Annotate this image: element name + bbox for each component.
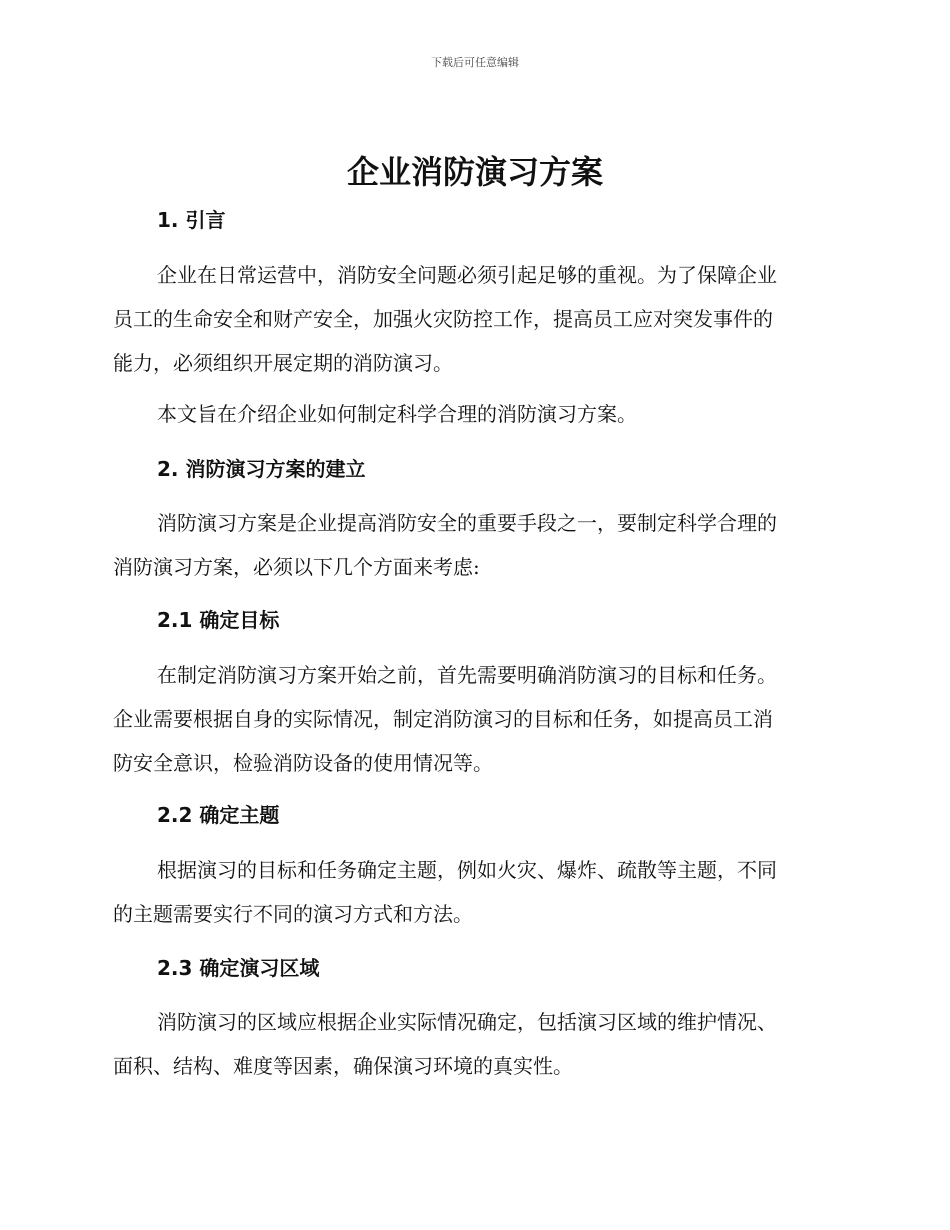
paragraph-line: 员工的生命安全和财产安全，加强火灾防控工作，提高员工应对突发事件的 bbox=[113, 307, 773, 331]
paragraph-line: 消防演习方案，必须以下几个方面来考虑: bbox=[113, 555, 480, 579]
paragraph-theme bbox=[113, 848, 833, 936]
paragraph-objectives bbox=[113, 653, 833, 785]
document-title: 企业消防演习方案 bbox=[346, 153, 603, 191]
paragraph-line: 能力，必须组织开展定期的消防演习。 bbox=[113, 351, 453, 375]
section-heading-plan-setup: 2. 消防演习方案的建立 bbox=[157, 457, 366, 481]
paragraph-line: 的主题需要实行不同的演习方式和方法。 bbox=[113, 902, 473, 926]
paragraph-line: 本文旨在介绍企业如何制定科学合理的消防演习方案。 bbox=[157, 402, 637, 426]
paragraph-drill-area bbox=[113, 1000, 833, 1088]
paragraph-introduction-2 bbox=[113, 392, 833, 436]
section-heading-objectives: 2.1 确定目标 bbox=[157, 608, 280, 632]
page-header-note: 下载后可任意编辑 bbox=[431, 56, 519, 69]
section-heading-introduction: 1. 引言 bbox=[157, 208, 226, 232]
paragraph-plan-setup bbox=[113, 501, 833, 589]
section-heading-theme: 2.2 确定主题 bbox=[157, 803, 280, 827]
paragraph-line: 消防演习的区域应根据企业实际情况确定，包括演习区域的维护情况、 bbox=[157, 1010, 777, 1034]
paragraph-line: 防安全意识，检验消防设备的使用情况等。 bbox=[113, 751, 493, 775]
paragraph-line: 根据演习的目标和任务确定主题，例如火灾、爆炸、疏散等主题，不同 bbox=[157, 858, 777, 882]
paragraph-introduction-1 bbox=[113, 253, 833, 385]
section-heading-drill-area: 2.3 确定演习区域 bbox=[157, 956, 320, 980]
paragraph-line: 企业需要根据自身的实际情况，制定消防演习的目标和任务，如提高员工消 bbox=[113, 707, 773, 731]
paragraph-line: 面积、结构、难度等因素，确保演习环境的真实性。 bbox=[113, 1054, 573, 1078]
paragraph-line: 消防演习方案是企业提高消防安全的重要手段之一，要制定科学合理的 bbox=[157, 511, 777, 535]
paragraph-line: 在制定消防演习方案开始之前，首先需要明确消防演习的目标和任务。 bbox=[157, 663, 777, 687]
paragraph-line: 企业在日常运营中，消防安全问题必须引起足够的重视。为了保障企业 bbox=[157, 263, 777, 287]
